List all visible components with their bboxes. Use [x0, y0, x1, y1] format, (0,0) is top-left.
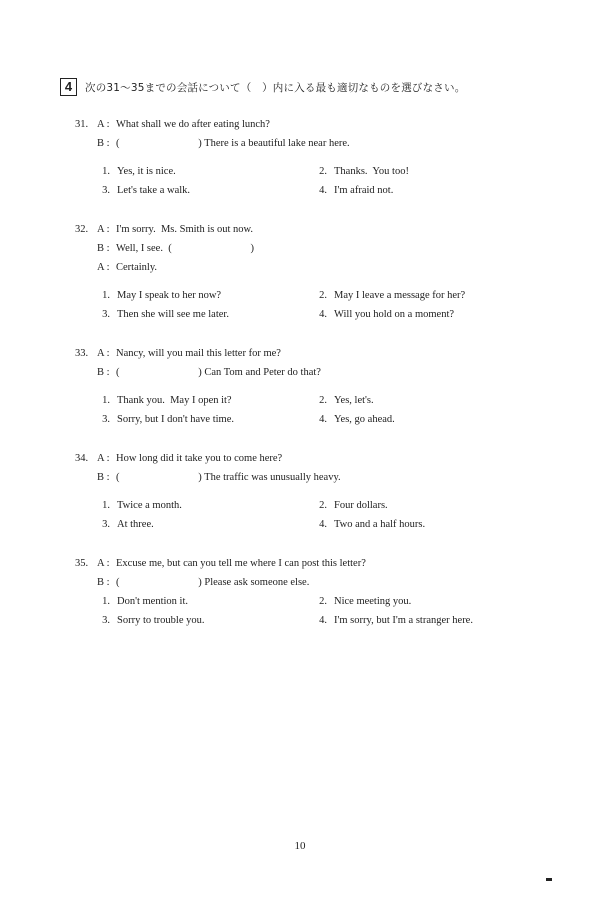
choice-number: 4. [319, 414, 327, 425]
choice-text: Four dollars. [334, 500, 388, 511]
page-number: 10 [294, 840, 306, 852]
speaker-label: A : [97, 453, 110, 464]
choice-text: I'm afraid not. [334, 185, 394, 196]
speaker-label: B : [97, 577, 110, 588]
choice-text: Don't mention it. [117, 596, 189, 607]
speaker-label: A : [97, 348, 110, 359]
choice-text: Yes, let's. [334, 395, 374, 406]
choice-number: 1. [102, 290, 110, 301]
choice-number: 3. [102, 414, 110, 425]
choice-number: 1. [102, 166, 110, 177]
speaker-label: A : [97, 224, 110, 235]
question-number: 35. [75, 558, 89, 569]
choice-text: Sorry, but I don't have time. [117, 414, 234, 425]
choice-text: Sorry to trouble you. [117, 615, 205, 626]
choice-text: Yes, go ahead. [334, 414, 395, 425]
choice-text: At three. [117, 519, 154, 530]
choice-number: 1. [102, 395, 110, 406]
choice-text: May I speak to her now? [117, 290, 222, 301]
dialogue-line: I'm sorry. Ms. Smith is out now. [116, 224, 254, 235]
choice-number: 3. [102, 185, 110, 196]
choice-number: 2. [319, 290, 327, 301]
dialogue-line: ( ) Can Tom and Peter do that? [116, 367, 321, 378]
speaker-label: B : [97, 472, 110, 483]
choice-text: I'm sorry, but I'm a stranger here. [334, 615, 473, 626]
dialogue-line: ( ) Please ask someone else. [116, 577, 310, 588]
choice-text: May I leave a message for her? [334, 290, 466, 301]
choice-number: 4. [319, 519, 327, 530]
dialogue-line: What shall we do after eating lunch? [116, 119, 270, 130]
choice-text: Will you hold on a moment? [334, 309, 455, 320]
choice-text: Two and a half hours. [334, 519, 426, 530]
dialogue-line: How long did it take you to come here? [116, 453, 283, 464]
question-number: 34. [75, 453, 89, 464]
speaker-label: A : [97, 558, 110, 569]
question-number: 32. [75, 224, 89, 235]
speaker-label: B : [97, 138, 110, 149]
dialogue-line: Excuse me, but can you tell me where I can post this letter? [116, 558, 366, 569]
section-number-box: 4 [60, 78, 77, 96]
choice-text: Nice meeting you. [334, 596, 412, 607]
choice-number: 4. [319, 185, 327, 196]
choice-number: 2. [319, 166, 327, 177]
choice-text: Thank you. May I open it? [117, 395, 232, 406]
speaker-label: B : [97, 367, 110, 378]
section-instruction: 次の31～35までの会話について（ ）内に入る最も適切なものを選びなさい。 [85, 82, 466, 94]
choice-text: Then she will see me later. [117, 309, 229, 320]
choice-text: Twice a month. [117, 500, 182, 511]
choice-number: 2. [319, 500, 327, 511]
choice-number: 1. [102, 500, 110, 511]
question-number: 31. [75, 119, 89, 130]
question-number: 33. [75, 348, 89, 359]
choice-text: Thanks. You too! [334, 166, 409, 177]
choice-text: Let's take a walk. [117, 185, 191, 196]
speaker-label: A : [97, 119, 110, 130]
choice-number: 3. [102, 309, 110, 320]
choice-number: 4. [319, 615, 327, 626]
choice-number: 2. [319, 596, 327, 607]
crop-mark [546, 878, 552, 881]
choice-number: 3. [102, 615, 110, 626]
choice-number: 4. [319, 309, 327, 320]
speaker-label: B : [97, 243, 110, 254]
dialogue-line: ( ) There is a beautiful lake near here. [116, 138, 350, 149]
dialogue-line: ( ) The traffic was unusually heavy. [116, 472, 341, 483]
choice-number: 2. [319, 395, 327, 406]
speaker-label: A : [97, 262, 110, 273]
dialogue-line: Certainly. [116, 262, 158, 273]
choice-number: 3. [102, 519, 110, 530]
choice-text: Yes, it is nice. [117, 166, 176, 177]
choice-number: 1. [102, 596, 110, 607]
dialogue-line: Nancy, will you mail this letter for me? [116, 348, 281, 359]
dialogue-line: Well, I see. ( ) [116, 243, 254, 254]
